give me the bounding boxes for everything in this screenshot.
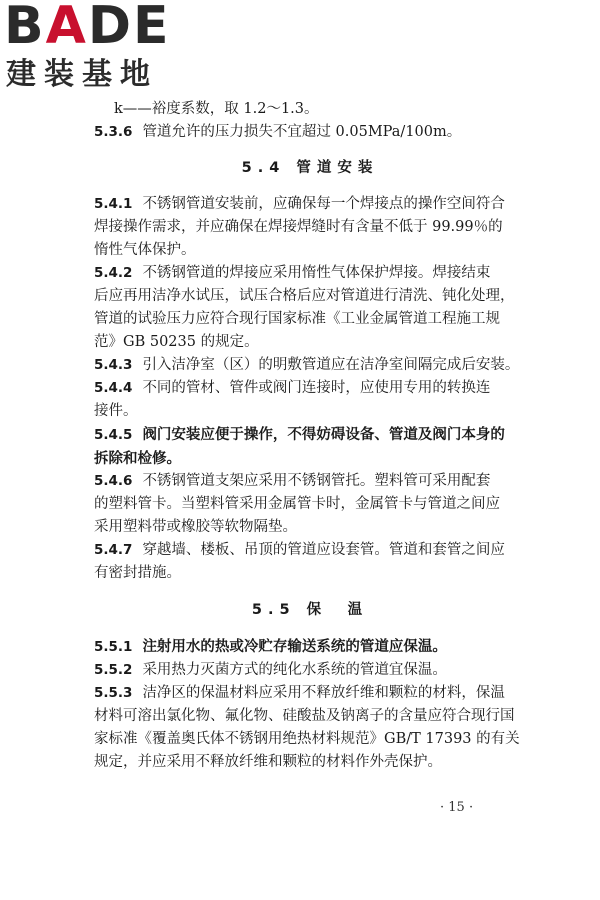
clause-5-5-1: 5.5.1 注射用水的热或冷贮存输送系统的管道应保温。	[94, 638, 447, 655]
clause-number: 5.5.3	[94, 685, 133, 701]
clause-5-4-2: 5.4.2 不锈钢管道的焊接应采用惰性气体保护焊接。焊接结束 后应再用洁净水试压，试压合格后应对管道进行清洗、钝化处理， 管道的试验压力应符合现行国家标准《工业金属管道工程施工规 范》GB 50235 的规定。	[94, 265, 515, 350]
clause-number: 5.4.5	[94, 427, 133, 443]
clause-5-4-4: 5.4.4 不同的管材、管件或阀门连接时，应使用专用的转换连 接件。	[94, 380, 491, 419]
bade-logo	[0, 0, 180, 96]
section-heading-5-4: 5.4 管道安装	[241, 160, 379, 176]
clause-number: 5.3.6	[94, 124, 133, 140]
clause-5-4-1: 5.4.1 不锈钢管道安装前，应确保每一个焊接点的操作空间符合 焊接操作需求，并应确保在焊接焊缝时有含量不低于 99.99％的 惰性气体保护。	[94, 196, 505, 258]
k-definition: k——裕度系数，取 1.2～1.3。	[114, 101, 319, 117]
clause-5-4-6: 5.4.6 不锈钢管道支架应采用不锈钢管托。塑料管可采用配套 的塑料管卡。当塑料管采用金属管卡时，金属管卡与管道之间应 采用塑料带或橡胶等软物隔垫。	[94, 473, 500, 535]
clause-5-3-6: 5.3.6 管道允许的压力损失不宜超过 0.05MPa/100m。	[94, 124, 462, 140]
section-heading-5-5: 5.5 保 温	[251, 602, 369, 618]
document-body	[94, 98, 526, 774]
page-number: · 15 ·	[440, 800, 474, 815]
clause-number: 5.4.1	[94, 196, 133, 212]
clause-number: 5.4.6	[94, 473, 133, 489]
logo-wordmark: BADE	[4, 0, 171, 56]
clause-number: 5.4.2	[94, 265, 133, 281]
clause-number: 5.4.3	[94, 357, 133, 373]
clause-number: 5.4.4	[94, 380, 133, 396]
clause-number: 5.5.1	[94, 639, 133, 655]
clause-5-4-3: 5.4.3 引入洁净室（区）的明敷管道应在洁净室间隔完成后安装。	[94, 357, 520, 373]
clause-5-5-3: 5.5.3 洁净区的保温材料应采用不释放纤维和颗粒的材料，保温 材料可溶出氯化物、氟化物、硅酸盐及钠离子的含量应符合现行国 家标准《覆盖奥氏体不锈钢用绝热材料规范》GB/T 17393 的有关 规定，并应采用不释放纤维和颗粒的材料作外壳保护。	[94, 685, 520, 770]
clause-5-5-2: 5.5.2 采用热力灭菌方式的纯化水系统的管道宜保温。	[94, 662, 447, 678]
clause-5-4-7: 5.4.7 穿越墙、楼板、吊顶的管道应设套管。管道和套管之间应 有密封措施。	[94, 542, 505, 581]
clause-number: 5.5.2	[94, 662, 133, 678]
clause-number: 5.4.7	[94, 542, 133, 558]
clause-5-4-5: 5.4.5 阀门安装应便于操作，不得妨碍设备、管道及阀门本身的 拆除和检修。	[94, 426, 505, 467]
logo-subtitle: 建装基地	[6, 57, 158, 92]
